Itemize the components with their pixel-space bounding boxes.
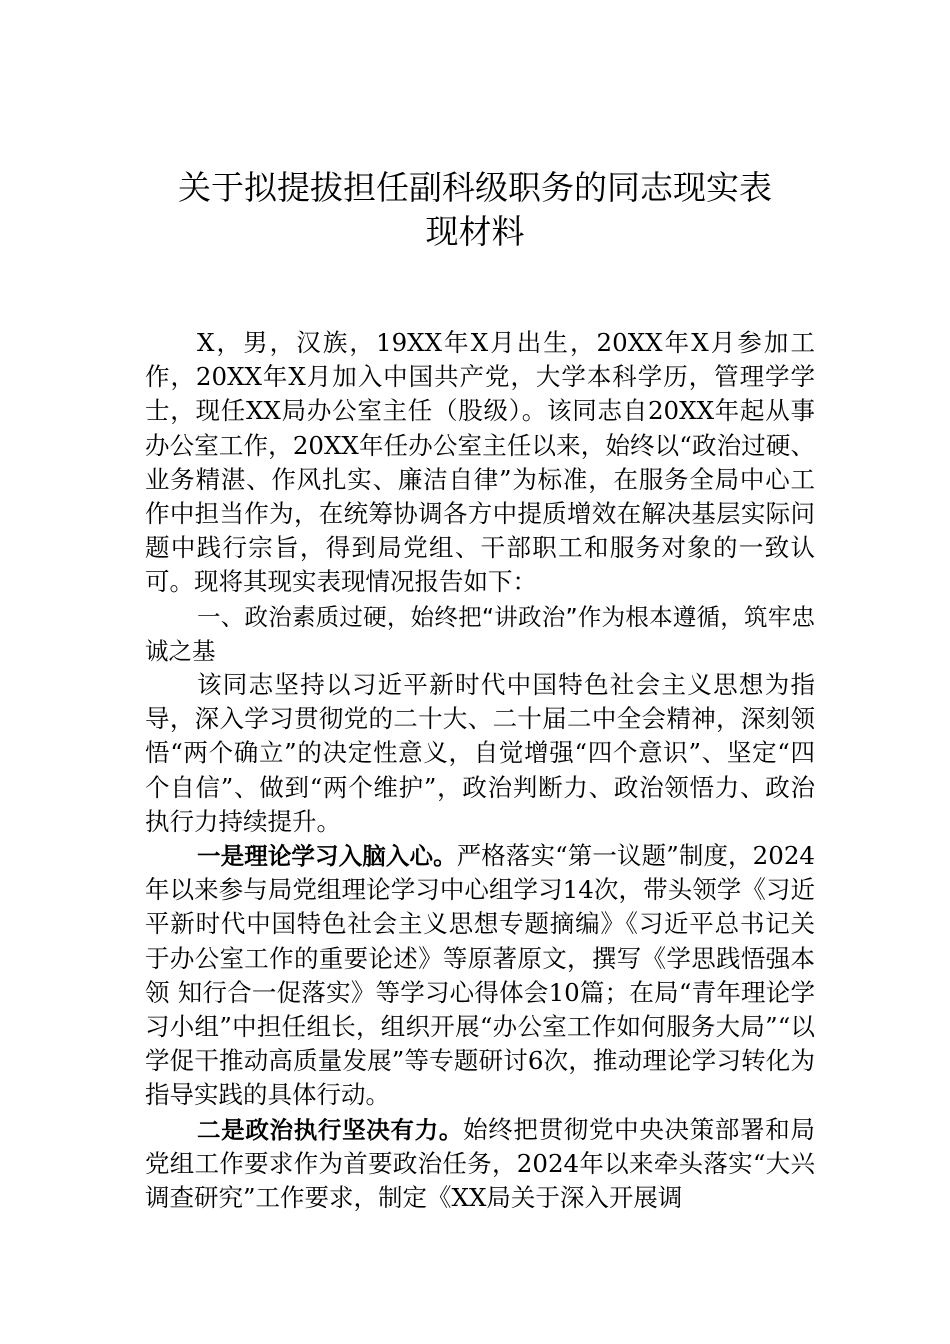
point-2-lead: 二是政治执行坚决有力。 [197,1115,464,1144]
document-body [145,326,815,1215]
document-title-line-1: 关于拟提拔担任副科级职务的同志现实表 [178,168,772,207]
point-2-paragraph [145,1113,815,1216]
point-1-text: 严格落实“第一议题”制度，2024年以来参与局党组理论学习中心组学习14次，带头领学《习近平新时代中国特色社会主义思想专题摘编》《习近平总书记关于办公室工作的重要论述》等原著原文，撰写《学思践悟强本领 知行合一促落实》等学习心得体会10篇；在局“青年理论学习小组”中担任组长，组织开展“办公室工作如何服务大局”“以学促干推动高质量发展”等专题研讨6次，推动理论学习转化为指导实践的具体行动。 [145,841,816,1110]
intro-paragraph: X，男，汉族，19XX年X月出生，20XX年X月参加工作，20XX年X月加入中国共产党，大学本科学历，管理学学士，现任XX局办公室主任（股级）。该同志自20XX年起从事办公室工作，20XX年任办公室主任以来，始终以“政治过硬、业务精湛、作风扎实、廉洁自律”为标准，在服务全局中心工作中担当作为，在统筹协调各方中提质增效在解决基层实际问题中践行宗旨，得到局党组、干部职工和服务对象的一致认可。现将其现实表现情况报告如下： [145,328,815,597]
point-2-text: 始终把贯彻党中央决策部署和局党组工作要求作为首要政治任务，2024年以来牵头落实“大兴调查研究”工作要求，制定《XX局关于深入开展调 [145,1114,815,1213]
point-1-lead: 一是理论学习入脑入心。 [197,842,457,871]
document-title-line-2: 现材料 [425,212,525,251]
section-1-paragraph: 该同志坚持以习近平新时代中国特色社会主义思想为指导，深入学习贯彻党的二十大、二十届二中全会精神，深刻领悟“两个确立”的决定性意义，自觉增强“四个意识”、坚定“四个自信”、做到“两个维护”，政治判断力、政治领悟力、政治执行力持续提升。 [145,670,815,836]
point-1-paragraph [145,839,815,1113]
section-heading-1: 一、政治素质过硬，始终把“讲政治”作为根本遵循，筑牢忠诚之基 [145,602,815,665]
